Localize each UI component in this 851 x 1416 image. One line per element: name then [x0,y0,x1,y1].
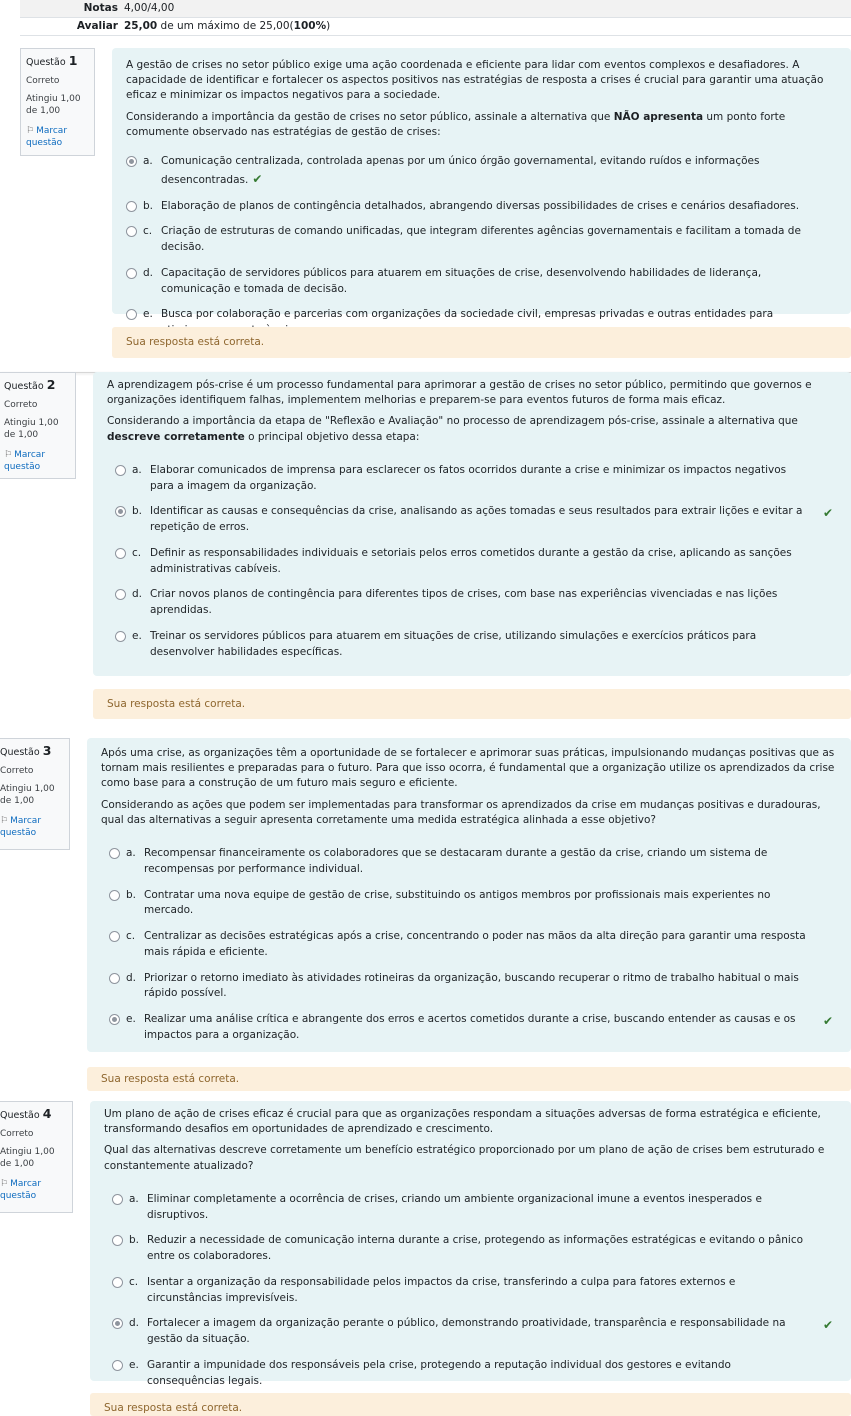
radio-selected[interactable] [112,1318,123,1329]
correct-check-icon: ✔ [822,1014,833,1029]
avaliar-label: Avaliar [76,19,118,32]
question-1-formulation [112,48,851,321]
question-3-info [0,738,70,850]
radio-button[interactable] [109,848,120,859]
radio-button[interactable] [126,226,137,237]
question-grade: Atingiu 1,00 de 1,00 [4,418,59,441]
answer-option[interactable]: d. Priorizar o retorno imediato às atividades rotineiras da organização, buscando recuperar o ritmo de trabalho habitual o mais rápido possível. [109,971,837,1003]
feedback-correct: Sua resposta está correta. [93,689,851,719]
question-state: Correto [4,399,38,410]
summary-row-notas [20,0,851,18]
question-grade: Atingiu 1,00 de 1,00 [26,94,81,117]
answer-option[interactable]: a. Elaborar comunicados de imprensa para esclarecer os fatos ocorridos durante a crise e minimizar os impactos negativos para a imagem da organização. [115,463,837,495]
question-2-formulation [93,372,851,676]
question-text: A gestão de crises no setor público exige uma ação coordenada e eficiente para lidar com eventos complexos e desafiadores. A capacidade de identificar e fortalecer os aspectos positivos nas estratégias de resposta a crises é crucial para garantir uma atuação eficaz e minimizar os impactos negativos para a sociedade. Considerando a importância da gestão de crises no setor público, assinale a alternativa que NÃO apresenta um ponto forte comumente observado nas estratégias de gestão de crises: [126,59,824,138]
correct-check-icon: ✔ [822,1318,833,1333]
radio-selected[interactable] [115,506,126,517]
answer-option[interactable]: e. Realizar uma análise crítica e abrangente dos erros e acertos cometidos durante a crise, buscando entender as causas e os impactos para a organização. ✔ [109,1012,837,1044]
question-number: Questão 2 [4,377,56,392]
radio-button[interactable] [115,589,126,600]
answer-option[interactable]: d. Fortalecer a imagem da organização perante o público, demonstrando proatividade, transparência e responsabilidade na gestão da situação. ✔ [112,1316,837,1348]
flag-icon: ⚐ [4,450,13,461]
question-number: Questão 4 [0,1106,52,1121]
radio-button[interactable] [126,201,137,212]
radio-button[interactable] [126,309,137,320]
radio-button[interactable] [115,631,126,642]
answer-option[interactable]: c. Definir as responsabilidades individuais e setoriais pelos erros cometidos durante a gestão da crise, aplicando as sanções administrativas cabíveis. [115,546,837,578]
flag-question-link[interactable]: ⚐ Marcar questão [4,450,46,473]
question-grade: Atingiu 1,00 de 1,00 [0,1147,55,1170]
question-grade: Atingiu 1,00 de 1,00 [0,784,55,807]
correct-check-icon: ✔ [822,506,833,521]
answer-option[interactable]: b. Identificar as causas e consequências da crise, analisando as ações tomadas e seus resultados para extrair lições e evitar a repetição de erros. ✔ [115,504,837,536]
question-2-info [0,372,76,479]
notas-value: 4,00/4,00 [124,1,175,14]
radio-button[interactable] [109,973,120,984]
radio-button[interactable] [115,548,126,559]
answer-list [101,846,837,1044]
answer-option[interactable]: c. Criação de estruturas de comando unificadas, que integram diferentes agências governamentais e facilitam a tomada de decisão. [126,224,837,256]
correct-check-icon: ✔ [252,171,263,186]
summary-row-avaliar [20,18,851,36]
quiz-summary-table [20,0,851,36]
question-text: Um plano de ação de crises eficaz é crucial para que as organizações respondam a situações adversas de forma estratégica e eficiente, transformando desafios em oportunidades de aprendizado e crescimento. Qual das alternativas descreve corretamente um benefício estratégico proporcionado por um plano de ação de crises bem estruturado e constantemente atualizado? [104,1108,825,1172]
flag-icon: ⚐ [0,1179,9,1190]
flag-icon: ⚐ [0,816,9,827]
answer-option[interactable]: d. Criar novos planos de contingência para diferentes tipos de crises, com base nas experiências vivenciadas e nas lições aprendidas. [115,587,837,619]
radio-selected[interactable] [109,1014,120,1025]
feedback-correct: Sua resposta está correta. [90,1393,851,1416]
question-text: A aprendizagem pós-crise é um processo fundamental para aprimorar a gestão de crises no setor público, permitindo que governos e organizações identifiquem falhas, implementem melhorias e preparem-se para eventos futuros de forma mais eficaz. Considerando a importância da etapa de "Reflexão e Avaliação" no processo de aprendizagem pós-crise, assinale a alternativa que descreve corretamente o principal objetivo dessa etapa: [107,379,812,443]
answer-list [104,1192,837,1390]
answer-option[interactable]: e. Garantir a impunidade dos responsáveis pela crise, protegendo a reputação individual dos gestores e evitando consequências legais. [112,1358,837,1390]
answer-option[interactable]: b. Elaboração de planos de contingência detalhados, abrangendo diversas possibilidades de crises e cenários desafiadores. [126,199,837,215]
flag-question-link[interactable]: ⚐ Marcar questão [0,1179,42,1202]
radio-selected[interactable] [126,156,137,167]
question-4-formulation [90,1101,851,1387]
question-number: Questão 3 [0,743,52,758]
radio-button[interactable] [112,1360,123,1371]
flag-question-link[interactable]: ⚐ Marcar questão [26,126,68,149]
question-1-info [20,48,95,156]
radio-button[interactable] [115,465,126,476]
radio-button[interactable] [112,1277,123,1288]
answer-list [126,154,837,339]
radio-button[interactable] [126,268,137,279]
answer-option[interactable]: a. Recompensar financeiramente os colaboradores que se destacaram durante a gestão da crise, criando um sistema de recompensas por performance individual. [109,846,837,878]
answer-option[interactable]: d. Capacitação de servidores públicos para atuarem em situações de crise, desenvolvendo habilidades de liderança, comunicação e tomada de decisão. [126,266,837,298]
answer-option[interactable]: a. Comunicação centralizada, controlada apenas por um único órgão governamental, evitando ruídos e informações desencontradas. ✔ [126,154,837,189]
flag-icon: ⚐ [26,126,35,137]
answer-option[interactable]: c. Centralizar as decisões estratégicas após a crise, concentrando o poder nas mãos da alta direção para garantir uma resposta mais rápida e eficiente. [109,929,837,961]
radio-button[interactable] [109,931,120,942]
flag-question-link[interactable]: ⚐ Marcar questão [0,816,42,839]
feedback-correct: Sua resposta está correta. [112,327,851,358]
question-state: Correto [26,75,60,86]
question-3-formulation [87,738,851,1052]
radio-button[interactable] [112,1194,123,1205]
question-state: Correto [0,765,34,776]
answer-option[interactable]: a. Eliminar completamente a ocorrência de crises, criando um ambiente organizacional imune a eventos inesperados e disruptivos. [112,1192,837,1224]
radio-button[interactable] [109,890,120,901]
radio-button[interactable] [112,1235,123,1246]
answer-option[interactable]: b. Reduzir a necessidade de comunicação interna durante a crise, protegendo as informações estratégicas e evitando o pânico entre os colaboradores. [112,1233,837,1265]
question-state: Correto [0,1128,34,1139]
answer-option[interactable]: e. Busca por colaboração e parcerias com organizações da sociedade civil, empresas privadas e outras entidades para [126,307,837,339]
question-4-info [0,1101,73,1213]
question-text: Após uma crise, as organizações têm a oportunidade de se fortalecer e aprimorar suas práticas, impulsionando mudanças positivas que as tornam mais resilientes e preparadas para o futuro. Para que isso ocorra, é fundamental que a organização utilize os aprendizados da crise como base para a construção de um futuro mais seguro e eficiente. Considerando as ações que podem ser implementadas para transformar os aprendizados da crise em mudanças positivas e duradouras, qual das alternativas a seguir apresenta corretamente uma medida estratégica alinhada a esse objetivo? [101,747,835,826]
notas-label: Notas [83,1,118,14]
avaliar-value: 25,00 de um máximo de 25,00(100%) [124,19,331,32]
feedback-correct: Sua resposta está correta. [87,1067,851,1091]
answer-option[interactable]: b. Contratar uma nova equipe de gestão de crise, substituindo os antigos membros por profissionais mais experientes no mercado. [109,888,837,920]
answer-option[interactable]: c. Isentar a organização da responsabilidade pelos impactos da crise, transferindo a culpa para fatores externos e circunstâncias imprevisíveis. [112,1275,837,1307]
answer-list [107,463,837,661]
answer-option[interactable]: e. Treinar os servidores públicos para atuarem em situações de crise, utilizando simulações e exercícios práticos para desenvolver habilidades específicas. [115,629,837,661]
question-number: Questão 1 [26,53,78,68]
